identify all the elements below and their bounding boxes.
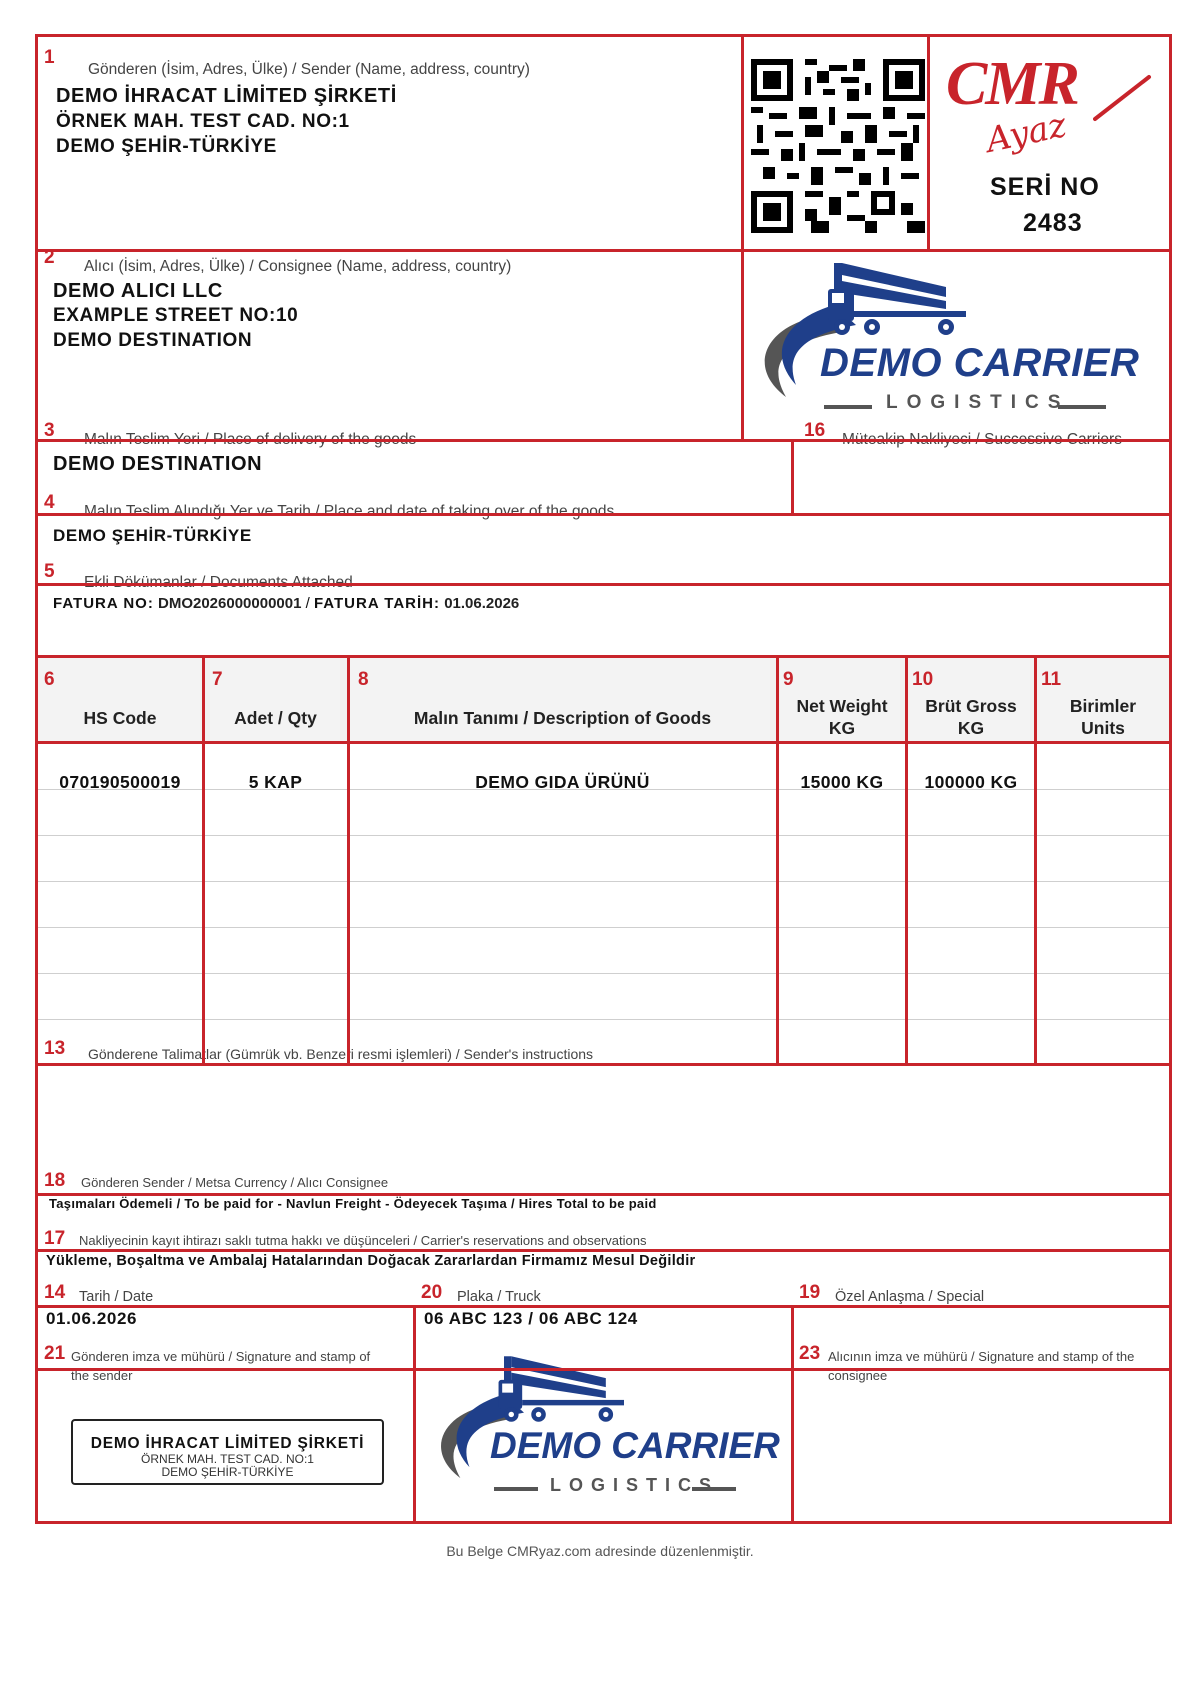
invoice-no-label: FATURA NO: bbox=[53, 595, 154, 612]
divider bbox=[202, 655, 205, 1063]
carrier-logo-2 bbox=[424, 1349, 794, 1519]
box16-number: 16 bbox=[804, 420, 826, 441]
row-line bbox=[38, 927, 1169, 928]
document-date: 01.06.2026 bbox=[46, 1309, 138, 1328]
divider bbox=[927, 37, 930, 249]
row-line bbox=[38, 835, 1169, 836]
logo-rule-right bbox=[1058, 405, 1106, 409]
cell-qty: 5 KAP bbox=[248, 772, 303, 792]
col-hs-code: HS Code bbox=[83, 708, 157, 728]
col-qty: Adet / Qty bbox=[234, 708, 317, 728]
footer-note: Bu Belge CMRyaz.com adresinde düzenlenmiştir. bbox=[446, 1543, 754, 1559]
truck-plates: 06 ABC 123 / 06 ABC 124 bbox=[424, 1309, 638, 1328]
sender-city: DEMO ŞEHİR-TÜRKİYE bbox=[56, 136, 277, 157]
logo-rule-left bbox=[824, 405, 872, 409]
box18-number: 18 bbox=[44, 1170, 66, 1191]
stamp-city: DEMO ŞEHİR-TÜRKİYE bbox=[161, 1465, 294, 1479]
box19-label: Özel Anlaşma / Special bbox=[835, 1289, 985, 1305]
divider bbox=[38, 1063, 1169, 1066]
col7-number: 7 bbox=[212, 669, 223, 690]
col6-number: 6 bbox=[44, 669, 55, 690]
serial-number: 2483 bbox=[1023, 209, 1083, 237]
box5-label: Ekli Dökümanlar / Documents Attached bbox=[84, 574, 353, 591]
divider bbox=[38, 249, 1169, 252]
carrier-logo-name-2: DEMO CARRIER bbox=[490, 1425, 780, 1466]
consignee-city: DEMO DESTINATION bbox=[53, 330, 253, 351]
carrier-logo-name: DEMO CARRIER bbox=[820, 341, 1140, 385]
divider bbox=[38, 1249, 1169, 1252]
divider bbox=[413, 1305, 416, 1524]
row-line bbox=[38, 1019, 1169, 1020]
box2-label: Alıcı (İsim, Adres, Ülke) / Consignee (Name, address, country) bbox=[84, 258, 512, 275]
box23-number: 23 bbox=[799, 1343, 821, 1364]
divider bbox=[741, 37, 744, 441]
carrier-logo-sub-2: LOGISTICS bbox=[550, 1475, 720, 1495]
stamp-address: ÖRNEK MAH. TEST CAD. NO:1 bbox=[141, 1452, 314, 1466]
invoice-date-label: FATURA TARİH: bbox=[313, 595, 441, 612]
box20-number: 20 bbox=[421, 1282, 443, 1303]
box13-label: Gönderene Talimatlar (Gümrük vb. Benzeri resmi işlemleri) / Sender's instructions bbox=[88, 1046, 594, 1062]
cmr-script-logo: Ayaz bbox=[982, 105, 1070, 161]
cell-gross-weight: 100000 KG bbox=[924, 772, 1018, 792]
consignee-address: EXAMPLE STREET NO:10 bbox=[53, 305, 299, 326]
box21-label: Gönderen imza ve mühürü / Signature and stamp of bbox=[71, 1349, 371, 1364]
divider bbox=[347, 655, 350, 1063]
col-description: Malın Tanımı / Description of Goods bbox=[413, 708, 712, 728]
qr-code-icon bbox=[751, 59, 925, 233]
cmr-logo: CMR bbox=[946, 50, 1078, 118]
box14-number: 14 bbox=[44, 1282, 66, 1303]
divider bbox=[38, 1368, 1169, 1371]
logo-rule-right bbox=[692, 1487, 736, 1491]
box17-label: Nakliyecinin kayıt ihtirazı saklı tutma hakkı ve düşünceleri / Carrier's reservations and observations bbox=[79, 1233, 647, 1248]
box21-label-2: the sender bbox=[71, 1368, 133, 1383]
stamp-company: DEMO İHRACAT LİMİTED ŞİRKETİ bbox=[90, 1435, 365, 1452]
box21 bbox=[38, 1337, 416, 1524]
col-gross-weight: Brüt Gross KG bbox=[925, 696, 1017, 738]
box23-label-2: consignee bbox=[828, 1368, 888, 1383]
row-line bbox=[38, 789, 1169, 790]
divider bbox=[776, 655, 779, 1063]
box17-number: 17 bbox=[44, 1228, 66, 1249]
box3-label: Malın Teslim Yeri / Place of delivery of the goods bbox=[84, 431, 417, 448]
documents-attached bbox=[53, 595, 519, 612]
row-line bbox=[38, 881, 1169, 882]
taking-over-place: DEMO ŞEHİR-TÜRKİYE bbox=[53, 526, 252, 545]
sender-address: ÖRNEK MAH. TEST CAD. NO:1 bbox=[56, 111, 350, 132]
carrier-logo bbox=[746, 257, 1160, 427]
divider bbox=[38, 439, 1169, 442]
divider bbox=[38, 741, 1169, 744]
carrier-reservations: Yükleme, Boşaltma ve Ambalaj Hatalarından Doğacak Zararlardan Firmamız Mesul Değildir bbox=[46, 1253, 696, 1269]
col11-number: 11 bbox=[1041, 669, 1062, 690]
box5-number: 5 bbox=[44, 561, 55, 582]
box21-number: 21 bbox=[44, 1343, 66, 1364]
col-units: Birimler Units bbox=[1069, 696, 1137, 738]
invoice-separator: / bbox=[305, 595, 310, 612]
divider bbox=[38, 1305, 1169, 1308]
sender-name: DEMO İHRACAT LİMİTED ŞİRKETİ bbox=[56, 85, 397, 107]
cell-description: DEMO GIDA ÜRÜNÜ bbox=[475, 772, 650, 792]
serial-label: SERİ NO bbox=[990, 173, 1100, 201]
cmr-form bbox=[35, 34, 1172, 1524]
box16-label: Müteakip Nakliyeci / Successive Carriers bbox=[842, 431, 1122, 448]
invoice-no: DMO2026000000001 bbox=[158, 595, 302, 612]
divider bbox=[791, 439, 794, 513]
box3-number: 3 bbox=[44, 420, 55, 441]
box1-number: 1 bbox=[44, 47, 55, 68]
col9-number: 9 bbox=[783, 669, 794, 690]
logo-rule-left bbox=[494, 1487, 538, 1491]
delivery-place: DEMO DESTINATION bbox=[53, 453, 263, 475]
divider bbox=[38, 1193, 1169, 1196]
sender-stamp bbox=[71, 1419, 384, 1485]
col8-number: 8 bbox=[358, 669, 369, 690]
divider bbox=[905, 655, 908, 1063]
invoice-date: 01.06.2026 bbox=[444, 595, 520, 612]
cell-net-weight: 15000 KG bbox=[800, 772, 884, 792]
row-line bbox=[38, 973, 1169, 974]
box13-number: 13 bbox=[44, 1038, 66, 1059]
divider bbox=[38, 583, 1169, 586]
box4-number: 4 bbox=[44, 492, 55, 513]
box18-label: Gönderen Sender / Metsa Currency / Alıcı Consignee bbox=[81, 1175, 389, 1190]
divider bbox=[1034, 655, 1037, 1063]
box20-label: Plaka / Truck bbox=[457, 1289, 541, 1305]
cell-hs-code: 070190500019 bbox=[59, 772, 181, 792]
col10-number: 10 bbox=[912, 669, 934, 690]
box4-label: Malın Teslim Alındığı Yer ve Tarih / Place and date of taking over of the goods bbox=[84, 503, 615, 520]
carrier-logo-sub: LOGISTICS bbox=[886, 392, 1070, 413]
box2-number: 2 bbox=[44, 247, 55, 268]
box19-number: 19 bbox=[799, 1282, 821, 1303]
box1-label: Gönderen (İsim, Adres, Ülke) / Sender (Name, address, country) bbox=[88, 61, 530, 78]
col-net-weight: Net Weight KG bbox=[796, 696, 888, 738]
divider bbox=[38, 513, 1169, 516]
box23-label: Alıcının imza ve mühürü / Signature and stamp of the bbox=[828, 1349, 1135, 1364]
pen-stroke-icon bbox=[1093, 73, 1153, 123]
divider bbox=[38, 655, 1169, 658]
divider bbox=[791, 1305, 794, 1524]
freight-terms: Taşımaları Ödemeli / To be paid for - Navlun Freight - Ödeyecek Taşıma / Hires Total to be paid bbox=[49, 1196, 657, 1211]
box14-label: Tarih / Date bbox=[79, 1289, 154, 1305]
consignee-name: DEMO ALICI LLC bbox=[53, 280, 223, 302]
